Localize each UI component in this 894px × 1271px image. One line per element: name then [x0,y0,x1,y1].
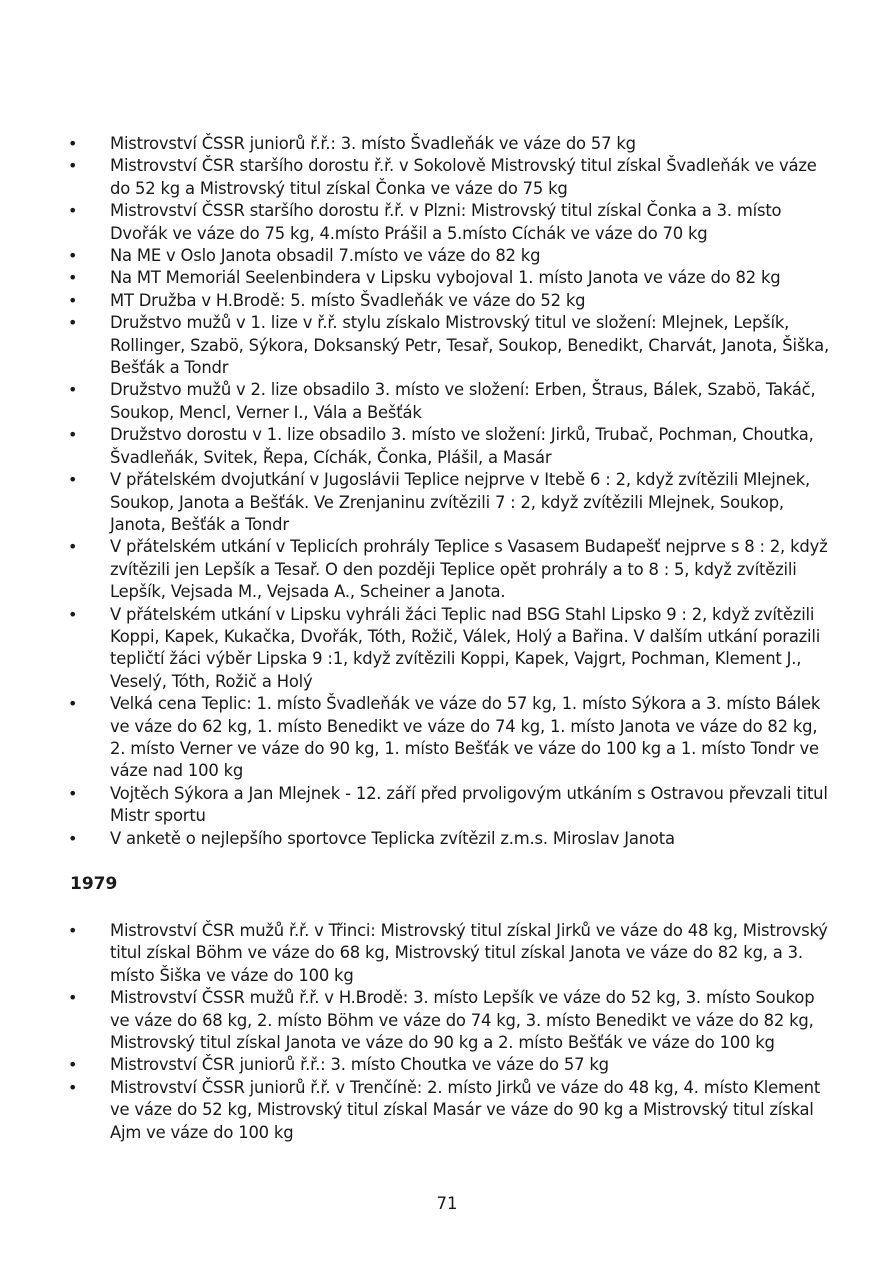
list-item: • Na MT Memoriál Seelenbindera v Lipsku vybojoval 1. místo Janota ve váze do 82 kg [66,267,836,289]
list-item: • Mistrovství ČSSR staršího dorostu ř.ř. v Plzni: Mistrovský titul získal Čonka a 3. místo Dvořák ve váze do 75 kg, 4.místo Prášil a 5.místo Cíchák ve váze do 70 kg [66,200,836,245]
list-item: • Družstvo mužů v 1. lize v ř.ř. stylu získalo Mistrovský titul ve složení: Mlejnek, Lepšík, Rollinger, Szabö, Sýkora, Doksanský Petr, Tesař, Soukop, Benedikt, Charvát, Janota, Šiška, Bešťák a Tondr [66,312,836,379]
list-item: • Na ME v Oslo Janota obsadil 7.místo ve váze do 82 kg [66,245,836,267]
list-item: • Velká cena Teplic: 1. místo Švadleňák ve váze do 57 kg, 1. místo Sýkora a 3. místo Bálek ve váze do 62 kg, 1. místo Benedikt ve váze do 74 kg, 1. místo Janota ve váze do 82 kg, 2. místo Verner ve váze do 90 kg, 1. místo Bešťák ve váze do 100 kg a 1. místo Tondr ve váze nad 100 kg [66,693,836,783]
list-item: • Mistrovství ČSSR mužů ř.ř. v H.Brodě: 3. místo Lepšík ve váze do 52 kg, 3. místo Soukop ve váze do 68 kg, 2. místo Böhm ve váze do 74 kg, 3. místo Benedikt ve váze do 82 kg, Mistrovský titul získal Janota ve váze do 90 kg a 2. místo Bešťák ve váze do 100 kg [66,987,836,1054]
list-item: • Mistrovství ČSSR juniorů ř.ř. v Trenčíně: 2. místo Jirků ve váze do 48 kg, 4. místo Klement ve váze do 52 kg, Mistrovský titul získal Masár ve váze do 90 kg a Mistrovský titul získal Ajm ve váze do 100 kg [66,1077,836,1144]
list-item: • Družstvo dorostu v 1. lize obsadilo 3. místo ve složení: Jirků, Trubač, Pochman, Choutka, Švadleňák, Svitek, Řepa, Cíchák, Čonka, Plášil, a Masár [66,424,836,469]
list-item: • Vojtěch Sýkora a Jan Mlejnek - 12. září před prvoligovým utkáním s Ostravou převzali titul Mistr sportu [66,783,836,828]
list-item: • V anketě o nejlepšího sportovce Teplicka zvítězil z.m.s. Miroslav Janota [66,828,836,850]
results-list-1979 [66,920,836,1144]
list-item: • V přátelském dvojutkání v Jugoslávii Teplice nejprve v Itebě 6 : 2, když zvítězili Mlejnek, Soukop, Janota a Bešťák. Ve Zrenjaninu zvítězili 7 : 2, když zvítězili Mlejnek, Soukop, Janota, Bešťák a Tondr [66,469,836,536]
list-item: • Družstvo mužů v 2. lize obsadilo 3. místo ve složení: Erben, Štraus, Bálek, Szabö, Takáč, Soukop, Mencl, Verner I., Vála a Bešťák [66,379,836,424]
list-item: • V přátelském utkání v Teplicích prohrály Teplice s Vasasem Budapešť nejprve s 8 : 2, když zvítězili jen Lepšík a Tesař. O den později Teplice opět prohrály a to 8 : 5, když zvítězili Lepšík, Vejsada M., Vejsada A., Scheiner a Janota. [66,536,836,603]
results-list-1978 [66,133,836,850]
year-heading: 1979 [70,874,118,894]
list-item: • MT Družba v H.Brodě: 5. místo Švadleňák ve váze do 52 kg [66,290,836,312]
list-item: • Mistrovství ČSR juniorů ř.ř.: 3. místo Choutka ve váze do 57 kg [66,1054,836,1076]
page-number: 71 [436,1194,458,1213]
list-item: • Mistrovství ČSSR juniorů ř.ř.: 3. místo Švadleňák ve váze do 57 kg [66,133,836,155]
list-item: • V přátelském utkání v Lipsku vyhráli žáci Teplic nad BSG Stahl Lipsko 9 : 2, když zvítězili Koppi, Kapek, Kukačka, Dvořák, Tóth, Rožič, Válek, Holý a Bařina. V dalším utkání porazili tepličtí žáci výběr Lipska 9 :1, když zvítězili Koppi, Kapek, Vajgrt, Pochman, Klement J., Veselý, Tóth, Rožič a Holý [66,604,836,694]
list-item: • Mistrovství ČSR mužů ř.ř. v Třinci: Mistrovský titul získal Jirků ve váze do 48 kg, Mistrovský titul získal Böhm ve váze do 68 kg, Mistrovský titul získal Janota ve váze do 82 kg, a 3. místo Šiška ve váze do 100 kg [66,920,836,987]
list-item: • Mistrovství ČSR staršího dorostu ř.ř. v Sokolově Mistrovský titul získal Švadleňák ve váze do 52 kg a Mistrovský titul získal Čonka ve váze do 75 kg [66,155,836,200]
